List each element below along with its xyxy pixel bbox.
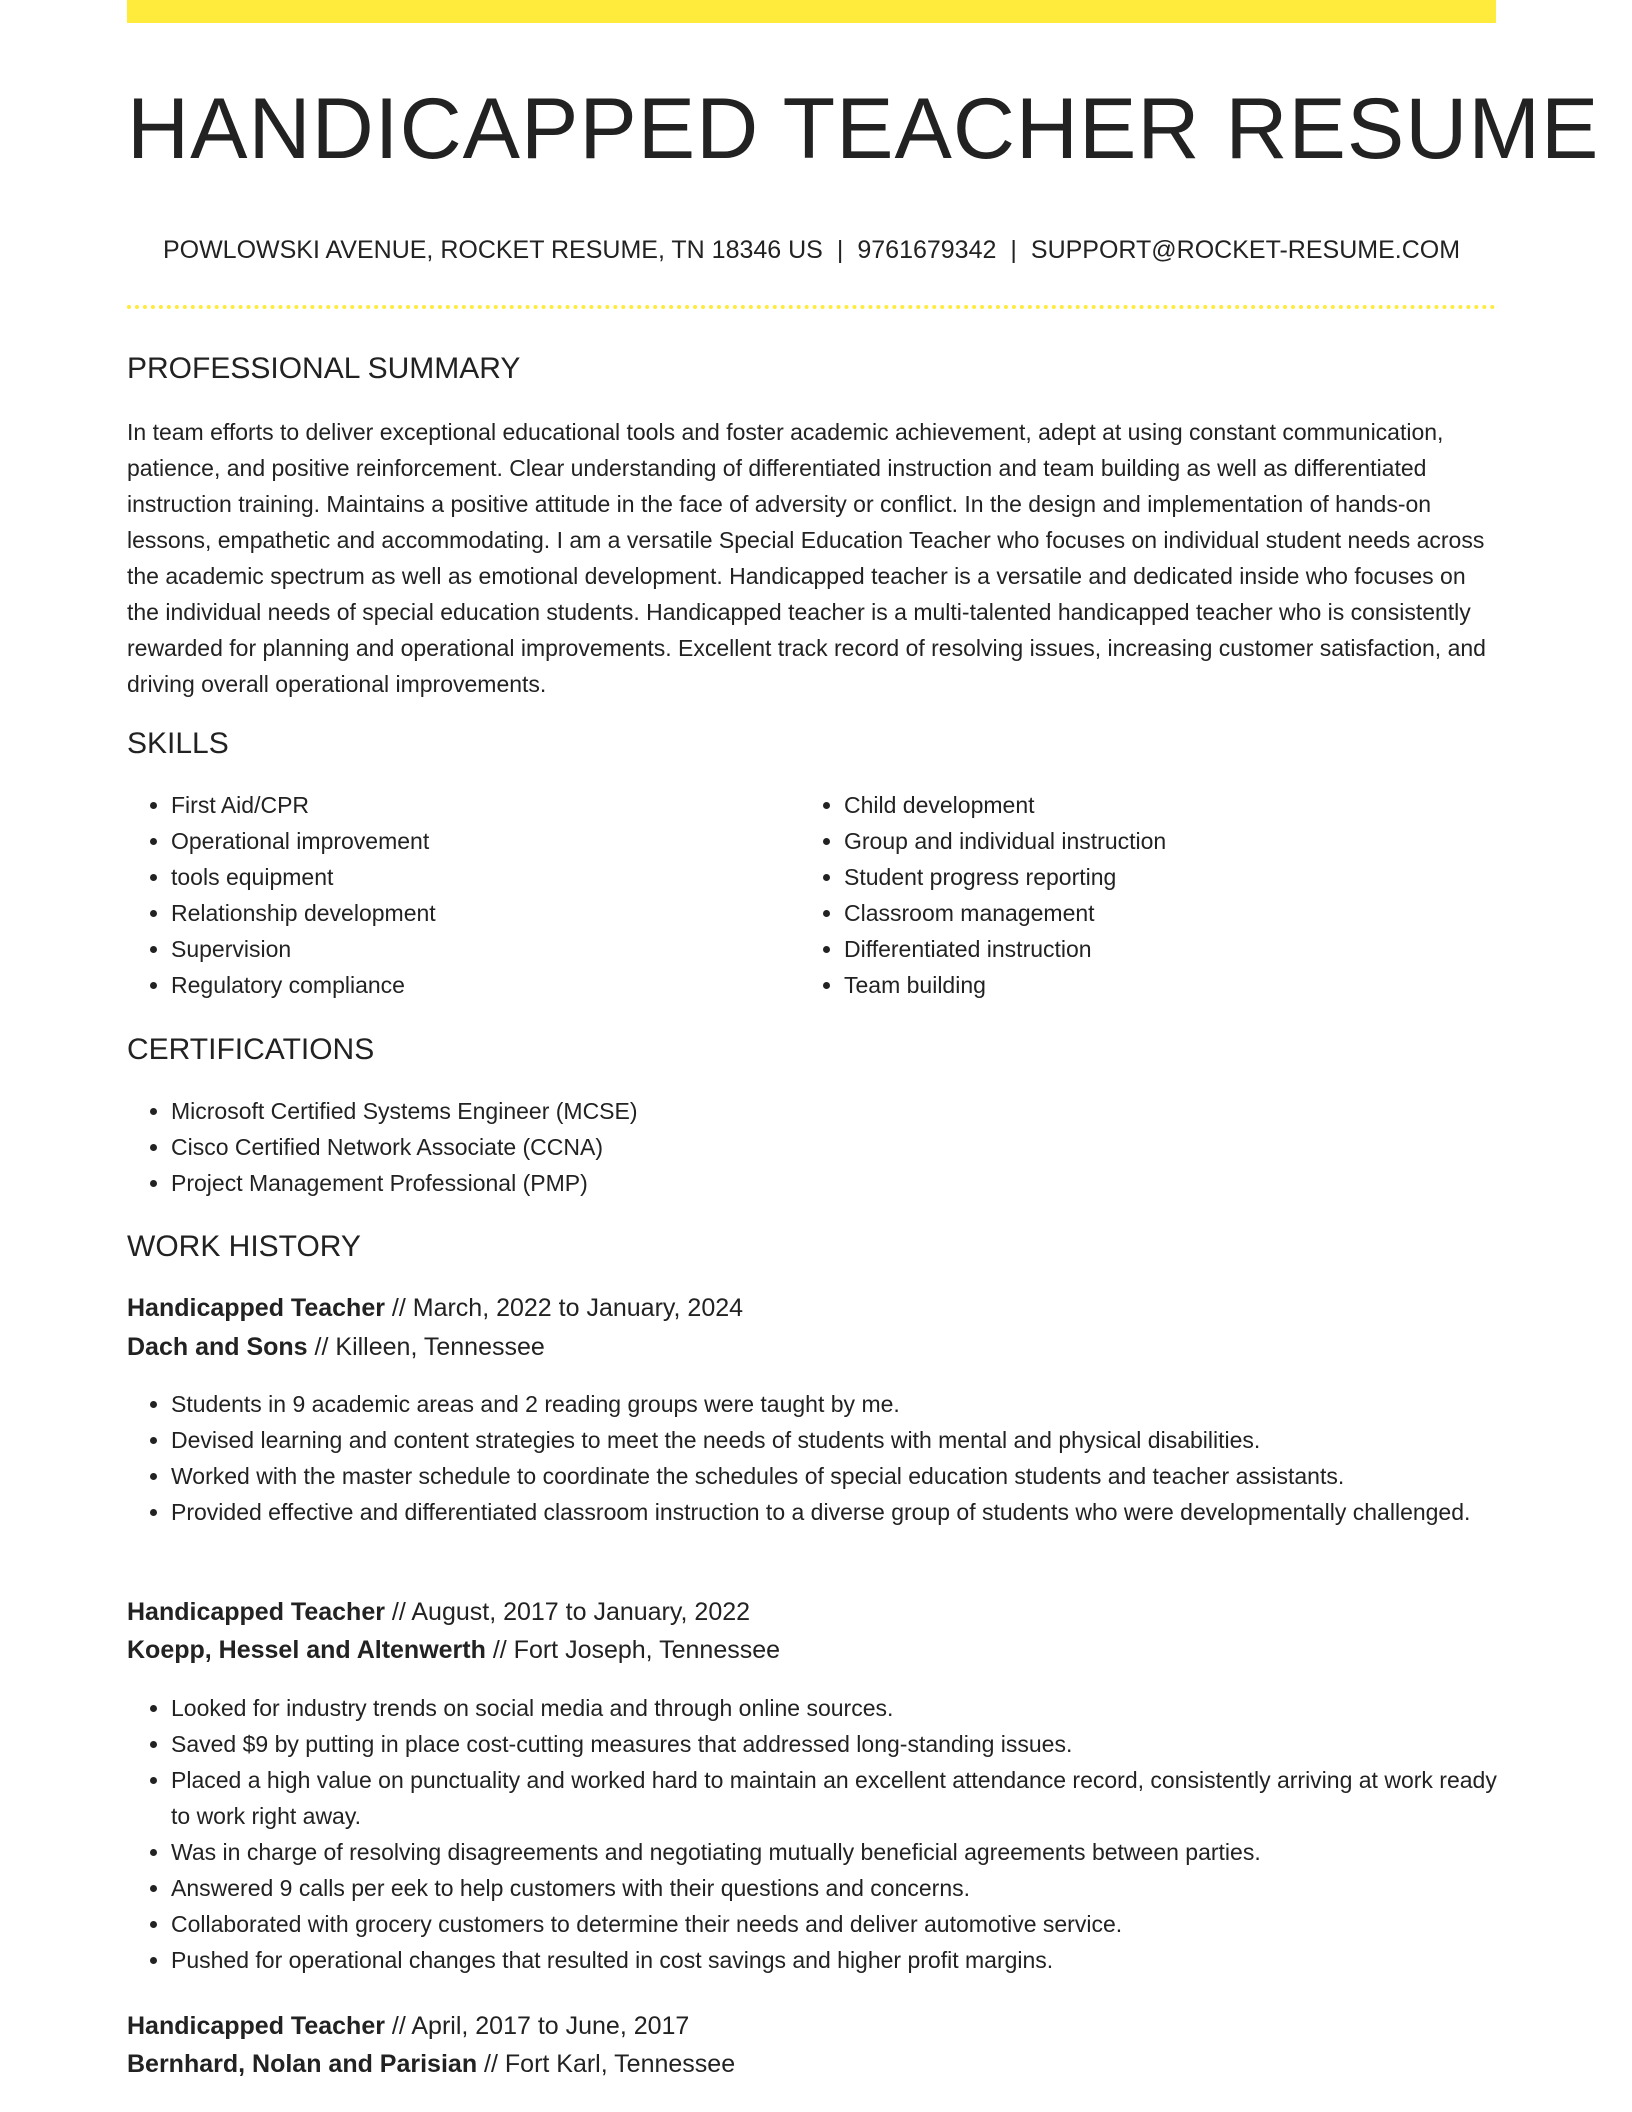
- job-dates: August, 2017 to January, 2022: [411, 1598, 751, 1626]
- separator: //: [384, 1294, 413, 1322]
- dotted-divider: [127, 305, 1496, 309]
- job-bullets: [127, 1690, 1516, 1978]
- job-title-line: [127, 1294, 743, 1323]
- separator: //: [307, 1333, 336, 1361]
- job-bullet: • Worked with the master schedule to coordinate the schedules of special education students and teacher assistants.: [171, 1458, 1501, 1494]
- separator: //: [384, 1598, 412, 1626]
- job-title-line: [127, 1598, 750, 1627]
- resume-title: HANDICAPPED TEACHER RESUME: [127, 81, 1600, 177]
- job-location: Fort Joseph, Tennessee: [513, 1636, 781, 1664]
- job-dates: March, 2022 to January, 2024: [412, 1294, 744, 1322]
- certification-item: • Cisco Certified Network Associate (CCNA): [171, 1129, 1531, 1165]
- contact-line: [127, 236, 1496, 265]
- job-dates: April, 2017 to June, 2017: [411, 2012, 690, 2040]
- skill-item: • Student progress reporting: [844, 859, 1534, 895]
- certification-item: • Project Management Professional (PMP): [171, 1165, 1531, 1201]
- certifications-list: [127, 1093, 1531, 1201]
- separator: |: [1010, 236, 1017, 264]
- certifications-heading: CERTIFICATIONS: [127, 1033, 375, 1066]
- job-location: Killeen, Tennessee: [335, 1333, 545, 1361]
- skills-heading: SKILLS: [127, 727, 229, 760]
- skills-list-right: [800, 787, 1534, 1003]
- skill-item: • Child development: [844, 787, 1534, 823]
- job-location: Fort Karl, Tennessee: [504, 2050, 736, 2078]
- skill-item: • Regulatory compliance: [171, 967, 791, 1003]
- job-company: Koepp, Hessel and Altenwerth: [127, 1636, 486, 1664]
- skill-item: • Group and individual instruction: [844, 823, 1534, 859]
- job-title: Handicapped Teacher: [127, 1598, 385, 1626]
- job-bullet: • Provided effective and differentiated classroom instruction to a diverse group of students who were developmentally challenged.: [171, 1494, 1501, 1530]
- job-company-line: [127, 1333, 545, 1362]
- skill-item: • Operational improvement: [171, 823, 791, 859]
- address: POWLOWSKI AVENUE, ROCKET RESUME, TN 18346 US: [162, 236, 823, 264]
- job-bullet: • Looked for industry trends on social media and through online sources.: [171, 1690, 1516, 1726]
- job-bullet: • Placed a high value on punctuality and worked hard to maintain an excellent attendance record, consistently arriving at work ready to work right away.: [171, 1762, 1516, 1834]
- skills-list-left: [127, 787, 791, 1003]
- job-title: Handicapped Teacher: [127, 1294, 385, 1322]
- skill-item: • Supervision: [171, 931, 791, 967]
- job-bullet: • Saved $9 by putting in place cost-cutting measures that addressed long-standing issues.: [171, 1726, 1516, 1762]
- accent-top-bar: [127, 0, 1496, 23]
- job-company: Bernhard, Nolan and Parisian: [127, 2050, 478, 2078]
- job-title-line: [127, 2012, 689, 2041]
- skill-item: • First Aid/CPR: [171, 787, 791, 823]
- skill-item: • Classroom management: [844, 895, 1534, 931]
- summary-heading: PROFESSIONAL SUMMARY: [127, 352, 521, 385]
- job-bullet: • Collaborated with grocery customers to determine their needs and deliver automotive service.: [171, 1906, 1516, 1942]
- certification-item: • Microsoft Certified Systems Engineer (MCSE): [171, 1093, 1531, 1129]
- job-bullet: • Was in charge of resolving disagreements and negotiating mutually beneficial agreements between parties.: [171, 1834, 1516, 1870]
- job-bullet: • Students in 9 academic areas and 2 reading groups were taught by me.: [171, 1386, 1501, 1422]
- skill-item: • Team building: [844, 967, 1534, 1003]
- job-company-line: [127, 1636, 780, 1665]
- job-company-line: [127, 2050, 735, 2079]
- separator: //: [477, 2050, 505, 2078]
- summary-text: In team efforts to deliver exceptional educational tools and foster academic achievement, adept at using constant communication, patience, and positive reinforcement. Clear understanding of differentiated instruction and team building as well as differentiated instruction training. Maintains a positive attitude in the face of adversity or conflict. In the design and implementation of hands-on lessons, empathetic and accommodating. I am a versatile Special Education Teacher who focuses on individual student needs across the academic spectrum as well as emotional development. Handicapped teacher is a versatile and dedicated inside who focuses on the individual needs of special education students. Handicapped teacher is a multi-talented handicapped teacher who is consistently rewarded for planning and operational improvements. Excellent track record of resolving issues, increasing customer satisfaction, and driving overall operational improvements.: [127, 419, 1486, 697]
- job-bullet: • Answered 9 calls per eek to help customers with their questions and concerns.: [171, 1870, 1516, 1906]
- skill-item: • Relationship development: [171, 895, 791, 931]
- job-bullet: • Devised learning and content strategies to meet the needs of students with mental and physical disabilities.: [171, 1422, 1501, 1458]
- job-company: Dach and Sons: [127, 1333, 308, 1361]
- work-history-heading: WORK HISTORY: [127, 1230, 361, 1263]
- phone: 9761679342: [857, 236, 997, 264]
- skill-item: • Differentiated instruction: [844, 931, 1534, 967]
- separator: |: [836, 236, 844, 264]
- separator: //: [485, 1636, 514, 1664]
- email-link[interactable]: SUPPORT@ROCKET-RESUME.COM: [1030, 236, 1461, 264]
- separator: //: [384, 2012, 412, 2040]
- skill-item: • tools equipment: [171, 859, 791, 895]
- job-title: Handicapped Teacher: [127, 2012, 385, 2040]
- job-bullets: [127, 1386, 1501, 1530]
- job-bullet: • Pushed for operational changes that resulted in cost savings and higher profit margins.: [171, 1942, 1516, 1978]
